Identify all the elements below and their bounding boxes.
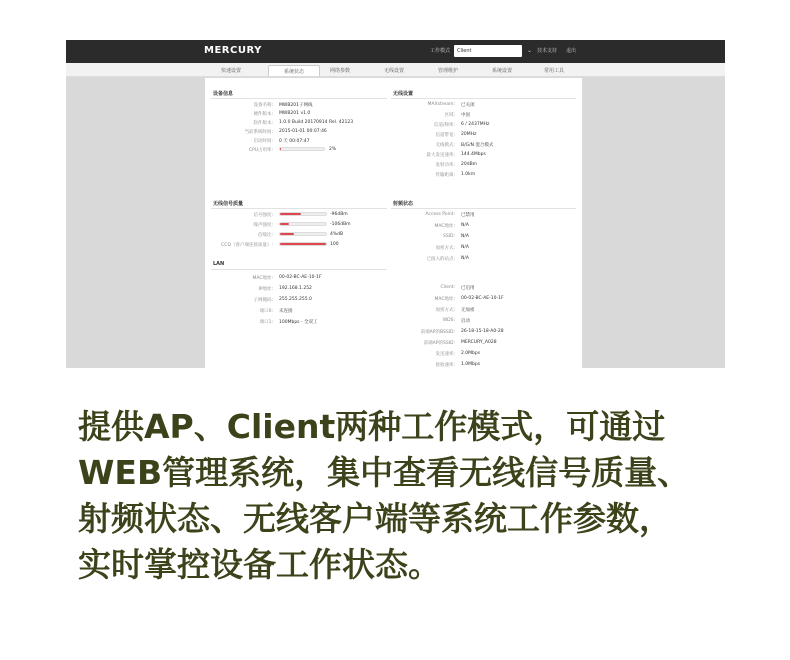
cpu-usage-label: CPU占用率: (248, 148, 273, 153)
wds-label: WDS: (442, 318, 455, 323)
maxstream-label: MAXstream: (427, 102, 455, 107)
signal-strength-value: -96dBm (330, 212, 348, 217)
mode-label: 工作模式 (430, 48, 451, 54)
snr-value: 4%dB (330, 232, 344, 237)
wds-value: 启动 (461, 319, 470, 324)
divider (211, 98, 387, 99)
tx-power-value: 20dBm (461, 162, 478, 167)
ap-mac-label: MAC地址: (434, 224, 455, 229)
section-title-lan: LAN (213, 261, 225, 267)
bandwidth-value: 20MHz (461, 132, 477, 137)
cpu-usage-bar (279, 147, 325, 151)
front-ssid-value: MERCURY_A028 (461, 340, 497, 345)
snr-fill (280, 233, 294, 235)
mode-select-value: Client (457, 48, 472, 54)
access-point-label: Access Point: (425, 212, 455, 217)
cpu-usage-fill (280, 148, 281, 150)
ccq-fill (280, 243, 326, 245)
client-mac-label: MAC地址: (434, 297, 455, 302)
support-link[interactable]: 技术支持 (537, 48, 558, 54)
divider (391, 98, 576, 99)
system-time-value: 2015-01-01 00:07:46 (279, 129, 327, 134)
caption-line: 提供AP、Client两种工作模式，可通过 (78, 407, 666, 446)
lan-ip-label: IP地址: (258, 287, 273, 292)
ssid-label: SSID: (442, 234, 455, 239)
ap-encryption-label: 加密方式: (435, 246, 455, 251)
lan-mask-label: 子网掩码: (253, 298, 273, 303)
bssid-value: 26-18-15-18-A0-28 (461, 329, 504, 334)
ap-mac-value: N/A (461, 223, 469, 228)
region-value: 中国 (461, 113, 470, 118)
port1-value: 100Mbps - 全双工 (279, 320, 318, 325)
uptime-label: 启动时间: (253, 139, 273, 144)
lan-ip-value: 192.168.1.252 (279, 286, 312, 291)
access-point-value: 已禁用 (461, 213, 475, 218)
device-name-value: MWB201子网线 (279, 103, 313, 108)
hardware-version-value: MWB201 v1.0 (279, 111, 311, 116)
front-ssid-label: 前端AP的SSID: (423, 341, 455, 346)
client-label: Client: (440, 285, 455, 290)
bssid-label: 前端AP的BSSID: (420, 330, 455, 335)
max-rate-value: 144.4Mbps (461, 152, 486, 157)
divider (211, 208, 387, 209)
divider (211, 269, 387, 270)
signal-strength-label: 信号强度: (253, 213, 273, 218)
section-title-radio-status: 射频状态 (393, 201, 414, 207)
uptime-value: 0 天 00:07:47 (279, 139, 310, 144)
lan-mac-value: 00-02-BC-AE-10-1F (279, 275, 322, 280)
divider (391, 208, 576, 209)
rx-rate-value: 1.0Mbps (461, 362, 481, 367)
distance-label: 传输距离: (435, 173, 455, 178)
region-label: 区域: (444, 113, 455, 118)
system-time-label: 当前系统时间: (244, 130, 273, 135)
lan-mask-value: 255.255.255.0 (279, 297, 312, 302)
tab-wireless[interactable]: 无线设置 (383, 68, 404, 74)
ccq-label: CCQ（客户端连接质量）: (221, 243, 273, 248)
snr-bar (279, 232, 327, 236)
caption-line: WEB管理系统，集中查看无线信号质量、 (78, 453, 691, 492)
port1-label: 端口1: (259, 320, 273, 325)
snr-label: 信噪比: (257, 233, 273, 238)
section-title-wireless-settings: 无线设置 (393, 91, 414, 97)
tab-system-status[interactable]: 系统状态 (268, 65, 320, 76)
tab-management[interactable]: 管理维护 (437, 68, 458, 74)
bandwidth-label: 信道带宽: (435, 133, 455, 138)
router-admin-screenshot (66, 40, 725, 368)
cpu-usage-value: 2% (329, 147, 337, 152)
tx-rate-label: 发送速率: (435, 352, 455, 357)
logout-link[interactable]: 退出 (566, 48, 577, 54)
caption-line: 射频状态、无线客户端等系统工作参数， (78, 499, 672, 538)
stations-label: 已接入的站点: (426, 257, 455, 262)
distance-value: 1.0km (461, 172, 476, 177)
tab-quick-setup[interactable]: 快速设置 (220, 68, 241, 74)
tx-rate-value: 2.0Mbps (461, 351, 481, 356)
client-value: 已启用 (461, 286, 475, 291)
noise-bar (279, 222, 327, 226)
channel-label: 信道/频率: (433, 123, 455, 128)
channel-value: 6 / 2437MHz (461, 122, 490, 127)
client-mac-value: 00-02-BC-AE-10-1F (461, 296, 504, 301)
status-panel (205, 78, 582, 368)
signal-strength-fill (280, 213, 301, 215)
ccq-value: 100 (330, 242, 339, 247)
signal-strength-bar (279, 212, 327, 216)
tx-power-label: 发射功率: (435, 163, 455, 168)
feature-caption (78, 404, 738, 588)
brand-logo: MERCURY (204, 45, 262, 56)
mode-select[interactable] (454, 45, 532, 57)
device-name-label: 设备名称: (253, 103, 273, 108)
caption-line: 实时掌控设备工作状态。 (78, 545, 441, 584)
tab-network[interactable]: 网络参数 (329, 68, 350, 74)
wireless-mode-value: B/G/N 混合模式 (461, 143, 494, 148)
ap-encryption-value: N/A (461, 245, 469, 250)
top-bar (66, 40, 725, 63)
noise-label: 噪声强度: (253, 223, 273, 228)
port0-label: 端口0: (259, 309, 273, 314)
software-version-label: 软件版本: (253, 121, 273, 126)
wireless-mode-label: 无线模式: (435, 143, 455, 148)
noise-value: -106dBm (330, 222, 351, 227)
ssid-value: N/A (461, 234, 469, 239)
lan-mac-label: MAC地址: (252, 276, 273, 281)
port0-value: 未连接 (279, 309, 293, 314)
client-encryption-label: 加密方式: (435, 308, 455, 313)
hardware-version-label: 硬件版本: (253, 112, 273, 117)
stations-value: N/A (461, 256, 469, 261)
tab-tools[interactable]: 常用工具 (543, 68, 564, 74)
max-rate-label: 最大发送速率: (426, 153, 455, 158)
noise-fill (280, 223, 289, 225)
ccq-bar (279, 242, 327, 246)
section-title-signal-quality: 无线信号质量 (213, 201, 244, 207)
chevron-down-icon: ⌄ (526, 47, 532, 54)
rx-rate-label: 接收速率: (435, 363, 455, 368)
maxstream-value: 已关闭 (461, 103, 475, 108)
client-encryption-value: 无加密 (461, 308, 475, 313)
main-nav (66, 63, 725, 77)
tab-system-settings[interactable]: 系统设置 (491, 68, 512, 74)
section-title-device-info: 设备信息 (213, 91, 234, 97)
software-version-value: 1.0.0 Build 20170914 Rel. 42123 (279, 120, 354, 125)
